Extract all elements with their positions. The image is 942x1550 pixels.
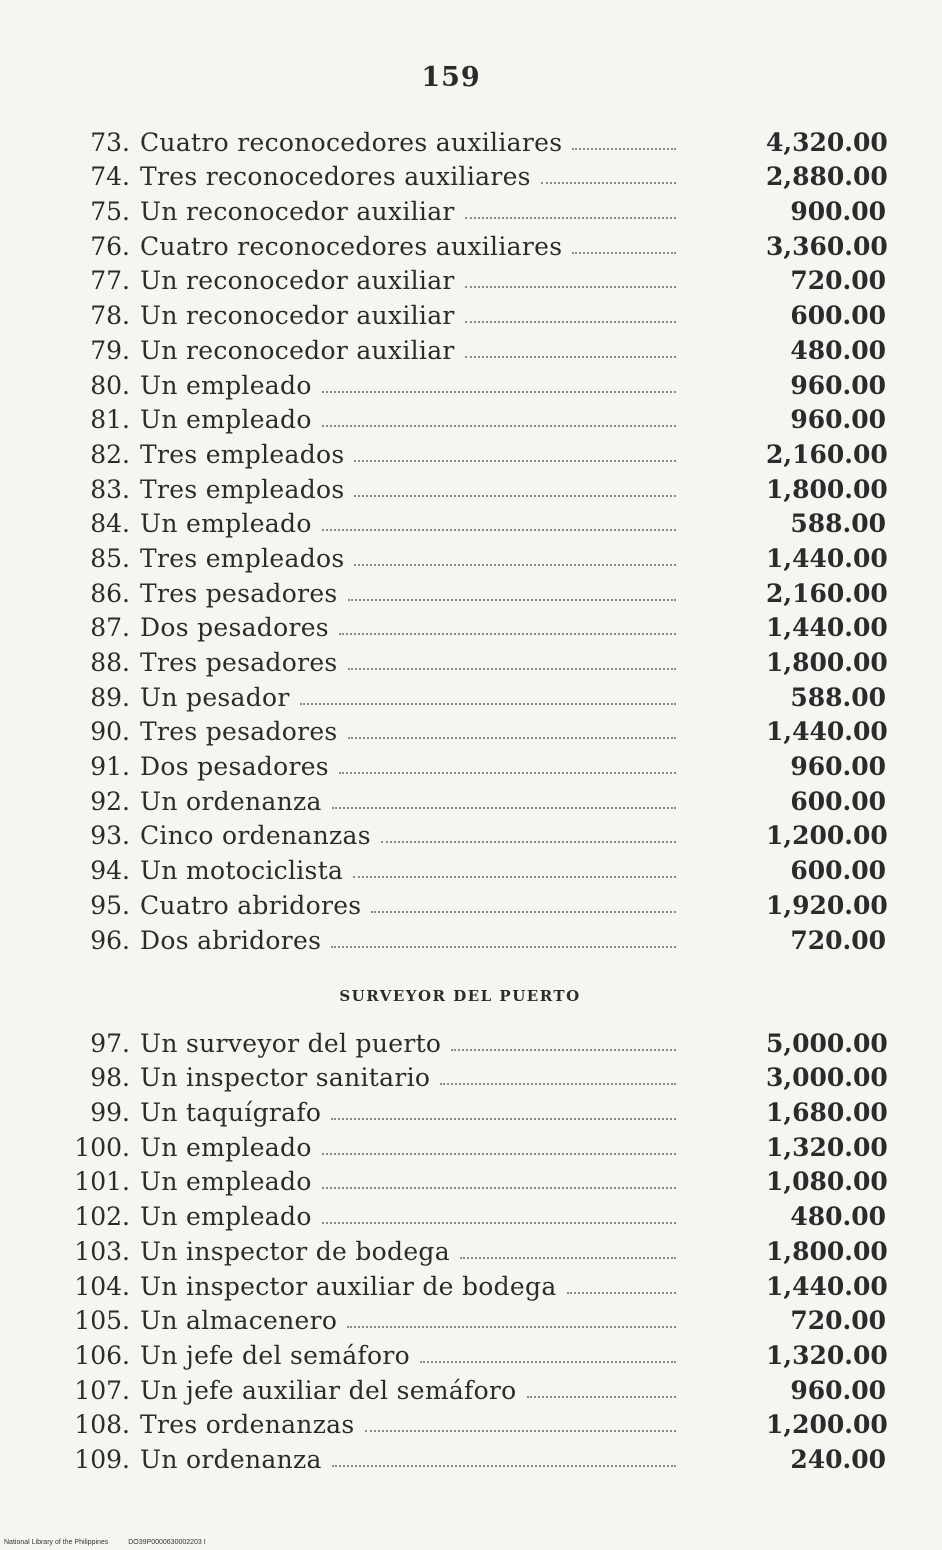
item-number: 99. <box>90 1098 130 1128</box>
item-amount: 1,800.00 <box>766 1236 888 1266</box>
item-amount: 1,800.00 <box>766 474 888 504</box>
item-amount: 1,440.00 <box>766 717 888 747</box>
item-number: 84. <box>90 509 130 539</box>
dot-leader <box>348 599 676 601</box>
item-label: Un reconocedor auxiliar <box>140 335 455 365</box>
list-item <box>60 434 886 469</box>
list-item <box>60 1266 886 1301</box>
list-item <box>60 573 886 608</box>
dot-leader <box>353 876 676 878</box>
dot-leader <box>541 182 676 184</box>
item-number: 86. <box>90 578 130 608</box>
item-amount: 1,440.00 <box>766 1271 888 1301</box>
list-item <box>60 191 886 226</box>
item-number: 80. <box>90 370 130 400</box>
dot-leader <box>465 286 676 288</box>
dot-leader <box>354 495 676 497</box>
dot-leader <box>371 911 676 913</box>
item-amount: 2,160.00 <box>766 578 888 608</box>
list-item <box>60 261 886 296</box>
list-item <box>60 365 886 400</box>
item-label: Un ordenanza <box>140 1444 322 1474</box>
item-label: Un pesador <box>140 682 290 712</box>
list-item <box>60 746 886 781</box>
item-label: Un reconocedor auxiliar <box>140 197 455 227</box>
item-label: Un ordenanza <box>140 786 322 816</box>
item-number: 92. <box>90 786 130 816</box>
dot-leader <box>332 1465 676 1467</box>
item-label: Un motociclista <box>140 856 344 886</box>
item-number: 109. <box>74 1444 130 1474</box>
list-item <box>60 850 886 885</box>
item-amount: 480.00 <box>790 1202 886 1232</box>
list-item <box>60 642 886 677</box>
dot-leader <box>354 564 676 566</box>
item-number: 106. <box>74 1340 130 1370</box>
item-label: Cuatro abridores <box>140 890 362 920</box>
list-item <box>60 1127 886 1162</box>
dot-leader <box>332 807 676 809</box>
list-item <box>60 781 886 816</box>
dot-leader <box>322 391 676 393</box>
dot-leader <box>460 1257 676 1259</box>
item-amount: 5,000.00 <box>766 1028 888 1058</box>
item-amount: 720.00 <box>790 1306 886 1336</box>
list-item <box>60 1023 886 1058</box>
item-label: Un reconocedor auxiliar <box>140 301 455 331</box>
item-amount: 3,000.00 <box>766 1063 888 1093</box>
item-amount: 588.00 <box>790 682 886 712</box>
item-label: Tres pesadores <box>140 648 338 677</box>
item-number: 90. <box>90 717 130 747</box>
dot-leader <box>365 1430 676 1432</box>
item-number: 79. <box>90 335 130 365</box>
item-label: Cuatro reconocedores auxiliares <box>140 127 563 157</box>
list-item <box>60 538 886 573</box>
item-label: Un empleado <box>140 405 312 435</box>
dot-leader <box>440 1083 676 1085</box>
dot-leader <box>465 356 676 358</box>
item-amount: 1,440.00 <box>766 543 888 573</box>
item-number: 101. <box>74 1167 130 1197</box>
list-item <box>60 226 886 261</box>
item-number: 94. <box>90 856 130 886</box>
item-amount: 720.00 <box>790 925 886 955</box>
list-item <box>60 1301 886 1336</box>
list-item <box>60 816 886 851</box>
item-label: Tres empleados <box>140 543 345 573</box>
list-item <box>60 330 886 365</box>
item-number: 105. <box>74 1306 130 1336</box>
item-number: 91. <box>90 752 130 782</box>
list-item <box>60 1439 886 1474</box>
item-label: Un inspector de bodega <box>140 1236 450 1266</box>
item-amount: 1,080.00 <box>766 1167 888 1197</box>
list-item <box>60 469 886 504</box>
item-amount: 480.00 <box>790 335 886 365</box>
list-item <box>60 295 886 330</box>
item-label: Un jefe auxiliar del semáforo <box>140 1375 517 1405</box>
item-amount: 1,200.00 <box>766 821 888 851</box>
item-amount: 2,880.00 <box>766 162 888 192</box>
list-item <box>60 1405 886 1440</box>
item-label: Dos pesadores <box>140 752 329 782</box>
item-label: Dos pesadores <box>140 613 329 643</box>
item-amount: 1,320.00 <box>766 1132 888 1162</box>
dot-leader <box>381 841 676 843</box>
item-label: Dos abridores <box>140 925 322 955</box>
item-label: Tres empleados <box>140 474 345 504</box>
list-item <box>60 608 886 643</box>
list-item <box>60 1370 886 1405</box>
item-number: 97. <box>90 1028 130 1058</box>
item-amount: 3,360.00 <box>766 231 888 261</box>
item-number: 107. <box>74 1375 130 1405</box>
item-amount: 960.00 <box>790 370 886 400</box>
list-item <box>60 1231 886 1266</box>
list-item <box>60 1058 886 1093</box>
item-amount: 1,800.00 <box>766 648 888 677</box>
list-item <box>60 157 886 192</box>
dot-leader <box>331 946 676 948</box>
dot-leader <box>572 252 676 254</box>
item-label: Tres pesadores <box>140 717 338 747</box>
dot-leader <box>339 633 676 635</box>
dot-leader <box>322 425 676 427</box>
list-item <box>60 712 886 747</box>
item-label: Tres pesadores <box>140 578 338 608</box>
item-amount: 720.00 <box>790 266 886 296</box>
item-number: 102. <box>74 1202 130 1232</box>
item-amount: 960.00 <box>790 752 886 782</box>
item-number: 73. <box>90 127 130 157</box>
item-amount: 600.00 <box>790 786 886 816</box>
dot-leader <box>300 703 676 705</box>
item-number: 74. <box>90 162 130 192</box>
item-number: 95. <box>90 890 130 920</box>
dot-leader <box>465 321 676 323</box>
dot-leader <box>331 1118 676 1120</box>
list-item <box>60 504 886 539</box>
list-item <box>60 1335 886 1370</box>
item-number: 88. <box>90 648 130 677</box>
dot-leader <box>322 1222 676 1224</box>
page-number: 159 <box>421 62 481 93</box>
item-label: Un empleado <box>140 1167 312 1197</box>
dot-leader <box>572 148 676 150</box>
item-label: Cinco ordenanzas <box>140 821 371 851</box>
dot-leader <box>465 217 676 219</box>
item-number: 75. <box>90 197 130 227</box>
item-label: Un reconocedor auxiliar <box>140 266 455 296</box>
item-label: Un surveyor del puerto <box>140 1028 442 1058</box>
list-item <box>60 1196 886 1231</box>
item-number: 103. <box>74 1236 130 1266</box>
dot-leader <box>451 1049 676 1051</box>
item-label: Tres ordenanzas <box>140 1410 355 1440</box>
item-label: Un inspector auxiliar de bodega <box>140 1271 557 1301</box>
dot-leader <box>322 1187 676 1189</box>
list-item <box>60 122 886 157</box>
item-label: Un empleado <box>140 1132 312 1162</box>
dot-leader <box>322 529 676 531</box>
item-number: 89. <box>90 682 130 712</box>
item-amount: 900.00 <box>790 197 886 227</box>
item-number: 82. <box>90 439 130 469</box>
dot-leader <box>322 1153 676 1155</box>
item-amount: 960.00 <box>790 1375 886 1405</box>
salary-list-surveyor <box>60 1023 886 1474</box>
item-amount: 1,200.00 <box>766 1410 888 1440</box>
item-label: Un empleado <box>140 370 312 400</box>
list-item <box>60 1092 886 1127</box>
item-number: 93. <box>90 821 130 851</box>
item-label: Un almacenero <box>140 1306 338 1336</box>
item-number: 76. <box>90 231 130 261</box>
dot-leader <box>348 737 676 739</box>
item-amount: 960.00 <box>790 405 886 435</box>
item-number: 85. <box>90 543 130 573</box>
footer-library: National Library of the Philippines <box>4 1539 109 1546</box>
item-amount: 588.00 <box>790 509 886 539</box>
item-label: Cuatro reconocedores auxiliares <box>140 231 563 261</box>
item-label: Tres empleados <box>140 439 345 469</box>
item-number: 100. <box>74 1132 130 1162</box>
item-amount: 600.00 <box>790 301 886 331</box>
item-number: 77. <box>90 266 130 296</box>
dot-leader <box>420 1361 676 1363</box>
item-number: 78. <box>90 301 130 331</box>
dot-leader <box>527 1396 676 1398</box>
item-label: Un inspector sanitario <box>140 1063 431 1093</box>
dot-leader <box>347 1326 676 1328</box>
item-label: Un taquígrafo <box>140 1098 322 1128</box>
item-amount: 2,160.00 <box>766 439 888 469</box>
dot-leader <box>354 460 676 462</box>
dot-leader <box>567 1292 676 1294</box>
list-item <box>60 920 886 955</box>
footer-code: DO39P0000630002203 I <box>128 1539 206 1546</box>
item-number: 87. <box>90 613 130 643</box>
item-amount: 1,440.00 <box>766 613 888 643</box>
item-amount: 600.00 <box>790 856 886 886</box>
list-item <box>60 1162 886 1197</box>
item-label: Un empleado <box>140 509 312 539</box>
dot-leader <box>348 668 676 670</box>
salary-list-customs <box>60 122 886 955</box>
item-number: 96. <box>90 925 130 955</box>
item-label: Tres reconocedores auxiliares <box>140 162 531 192</box>
section-heading: SURVEYOR DEL PUERTO <box>339 987 581 1005</box>
item-label: Un empleado <box>140 1202 312 1232</box>
list-item <box>60 677 886 712</box>
dot-leader <box>339 772 676 774</box>
item-amount: 1,920.00 <box>766 890 888 920</box>
list-item <box>60 400 886 435</box>
item-number: 98. <box>90 1063 130 1093</box>
list-item <box>60 885 886 920</box>
item-number: 108. <box>74 1410 130 1440</box>
item-number: 104. <box>74 1271 130 1301</box>
item-number: 83. <box>90 474 130 504</box>
item-amount: 1,680.00 <box>766 1098 888 1128</box>
item-amount: 4,320.00 <box>766 127 888 157</box>
item-label: Un jefe del semáforo <box>140 1340 410 1370</box>
item-number: 81. <box>90 405 130 435</box>
item-amount: 240.00 <box>790 1444 886 1474</box>
scan-footer <box>4 1539 206 1546</box>
item-amount: 1,320.00 <box>766 1340 888 1370</box>
